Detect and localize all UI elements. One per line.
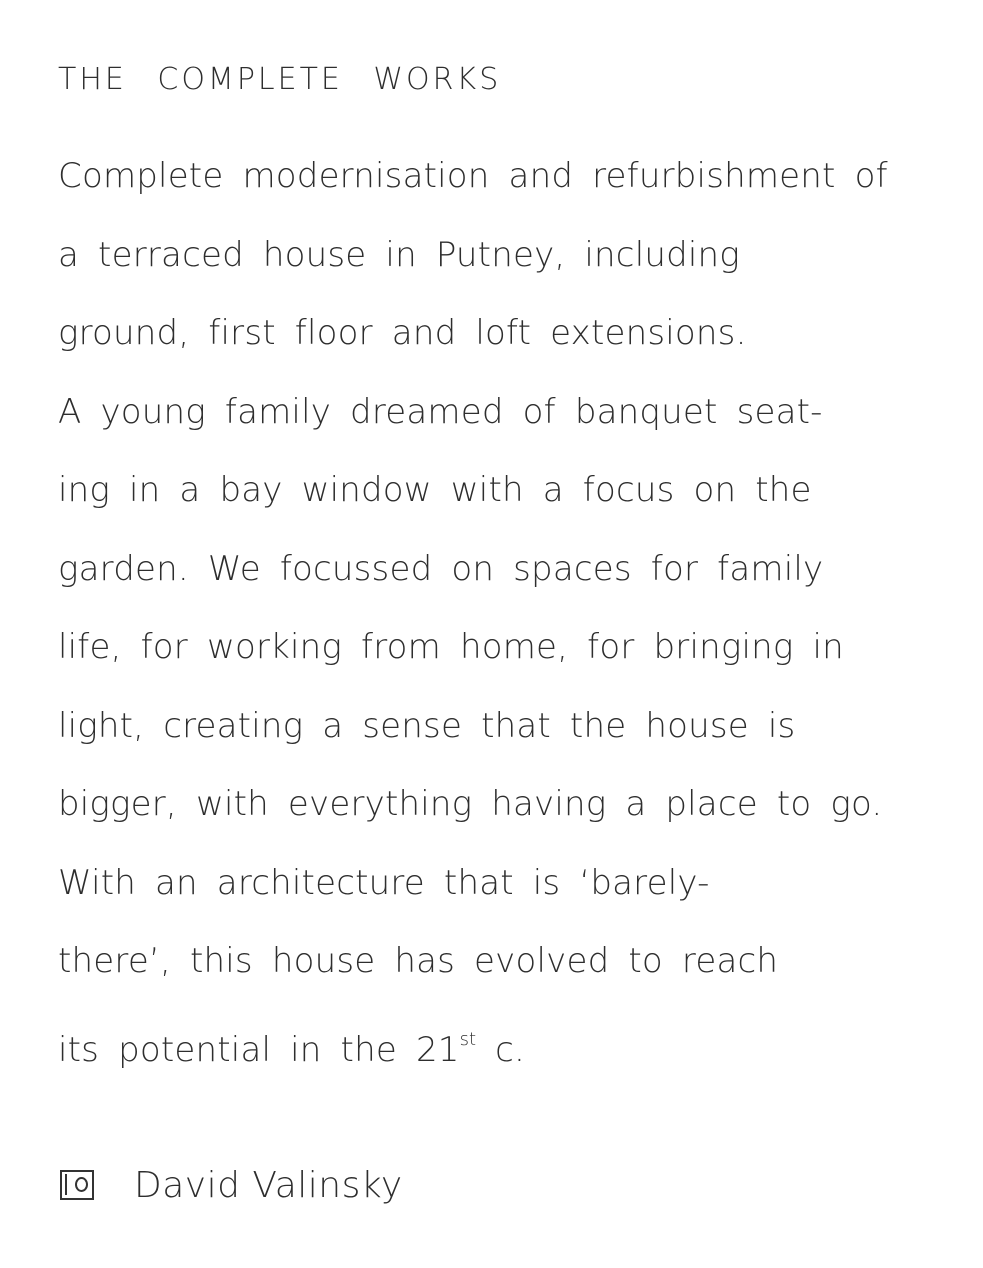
text-line-3: ground, first floor and loft extensions. — [58, 313, 747, 353]
text-line-9: bigger, with everything having a place to go. — [58, 784, 883, 824]
text-line-6: garden. We focussed on spaces for family — [58, 548, 824, 589]
signature-name: David Valinsky — [134, 1164, 403, 1206]
dv-monogram-box-icon — [60, 1170, 94, 1200]
text-line-11: there’, this house has evolved to reach — [58, 941, 779, 981]
text-line-10: With an architecture that is ‘barely- — [58, 862, 710, 903]
last-line-suffix: c. — [476, 1029, 525, 1070]
text-line-4: A young family dreamed of banquet seat- — [58, 391, 823, 432]
text-line-12 — [58, 1010, 938, 1089]
text-line-8: light, creating a sense that the house is — [58, 705, 796, 746]
last-line-text: its potential in the 21 — [58, 1029, 460, 1070]
text-line-5: ing in a bay window with a focus on the — [58, 470, 812, 510]
text-line-1: Complete modernisation and refurbishment of — [58, 156, 888, 196]
text-line-7: life, for working from home, for bringing in — [58, 627, 844, 667]
signature — [60, 1160, 403, 1210]
page-title: THE COMPLETE WORKS — [58, 62, 502, 97]
body-text — [58, 146, 938, 1088]
ordinal-superscript: st — [459, 1028, 477, 1050]
text-line-2: a terraced house in Putney, including — [58, 234, 740, 275]
